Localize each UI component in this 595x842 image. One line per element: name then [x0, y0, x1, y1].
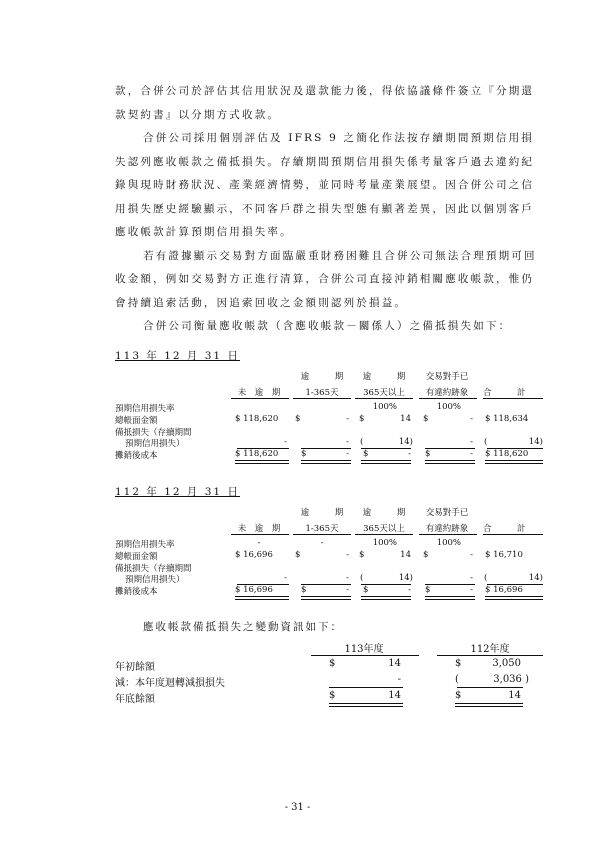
header-overdue-b: 逾 期 — [362, 372, 406, 382]
net-1-365: - — [346, 449, 349, 459]
paragraph-1: 款，合併公司於評估其信用狀況及還款能力後，得依協議條件簽立『分期還款契約書』以分期方式收款。 — [115, 85, 535, 121]
gross-default: - — [470, 550, 473, 560]
header-overdue-1-365: 1-365天 — [305, 388, 339, 398]
body-text — [115, 80, 545, 339]
header-overdue-365: 365天以上 — [363, 524, 405, 534]
movement-col-113: 113年度 — [344, 644, 384, 655]
label-allow-1: 備抵損失（存續期間 — [115, 428, 192, 438]
net-1-365: - — [346, 585, 349, 595]
net-d3: $ — [425, 585, 431, 595]
net-d1: $ — [301, 449, 307, 459]
header-default-a: 交易對手已 — [425, 508, 469, 518]
page-number: - 31 - — [284, 802, 311, 813]
allow-365: 14) — [398, 573, 413, 583]
movement-row-reversal: 減：本年度迴轉減損損失 — [115, 678, 225, 689]
rate-365: 100% — [372, 538, 397, 548]
net-default: - — [470, 449, 473, 459]
table-112: 未 逾 期 逾 期 1-365天 逾 期 365天以上 交易對手已 有違約跡象 合 計 預期信用損失率 總帳面金額 備抵損失（存續期間 預期信用損失） 攤銷後成本 - - 100% 100% $ 16,696 $ - $ 14 $ - $ 16,710 - - ( 14) - ( 14) $ 16,696 $ - $ - $ - $ 16,696 — [115, 502, 545, 602]
reversal-112: 3,036 ) — [493, 674, 529, 685]
allow-current: - — [284, 437, 287, 447]
table-113-title: 113 年 12 月 31 日 — [115, 350, 240, 362]
net-total: $ 118,620 — [485, 449, 529, 459]
header-default-b: 有違約跡象 — [425, 524, 469, 534]
rate-default: 100% — [436, 538, 461, 548]
gross-d2: $ — [359, 550, 365, 560]
net-d3: $ — [425, 449, 431, 459]
header-total: 合 計 — [483, 388, 526, 398]
table-112-title: 112 年 12 月 31 日 — [115, 486, 240, 498]
gross-d3: $ — [423, 550, 429, 560]
header-overdue-1-365: 1-365天 — [305, 524, 339, 534]
net-total: $ 16,696 — [485, 585, 523, 595]
net-365: - — [408, 449, 411, 459]
closing-113: 14 — [388, 690, 401, 701]
allow-365: 14) — [398, 437, 413, 447]
closing-dollar-113: $ — [329, 690, 336, 701]
gross-d1: $ — [295, 414, 301, 424]
label-rate: 預期信用損失率 — [115, 404, 175, 414]
paragraph-3: 若有證據顯示交易對方面臨嚴重財務困難且合併公司無法合理預期可回收金額，例如交易對方正進行清算，合併公司直接沖銷相關應收帳款，惟仍會持續追索活動，因追索回收之金額則認列於損益。 — [115, 249, 537, 309]
movement-col-112: 112年度 — [470, 644, 510, 655]
header-overdue-a: 逾 期 — [300, 508, 344, 518]
allow-current: - — [284, 573, 287, 583]
label-allow-2: 預期信用損失） — [125, 439, 185, 449]
allow-total: 14) — [528, 437, 543, 447]
reversal-113: - — [397, 674, 401, 685]
gross-total: $ 118,634 — [485, 414, 529, 424]
rate-365: 100% — [372, 402, 397, 412]
allow-1-365: - — [346, 437, 349, 447]
gross-365: 14 — [400, 550, 411, 560]
opening-dollar-113: $ — [329, 658, 336, 669]
paragraph-2: 合併公司採用個別評估及 IFRS 9 之簡化作法按存續期間預期信用損失認列應收帳款之備抵損失。存續期間預期信用損失係考量客戶過去違約紀錄與現時財務狀況、產業經濟情勢，並同時考量產業展望。因合併公司之信用損失歷史經驗顯示，不同客戶群之損失型態有顯著差異，因此以個別客戶應收帳款計算預期信用損失率。 — [115, 132, 535, 238]
rate-1-365: - — [320, 538, 324, 548]
net-d2: $ — [363, 449, 369, 459]
movement-table — [115, 640, 545, 710]
allow-1-365: - — [346, 573, 349, 583]
rate-default: 100% — [436, 402, 461, 412]
paragraph-4: 合併公司衡量應收帳款（含應收帳款－關係人）之備抵損失如下： — [143, 320, 512, 332]
header-default-b: 有違約跡象 — [425, 388, 469, 398]
movement-intro: 應收帳款備抵損失之變動資訊如下： — [143, 621, 343, 633]
header-total: 合 計 — [483, 524, 526, 534]
reversal-paren-112: ( — [455, 674, 459, 685]
label-net: 攤銷後成本 — [115, 587, 158, 597]
label-gross: 總帳面金額 — [115, 416, 158, 426]
net-365: - — [408, 585, 411, 595]
opening-112: 3,050 — [492, 658, 521, 669]
net-current: $ 16,696 — [235, 585, 273, 595]
header-overdue-365: 365天以上 — [363, 388, 405, 398]
label-allow-2: 預期信用損失） — [125, 575, 185, 585]
header-not-overdue: 未 逾 期 — [237, 388, 281, 398]
label-gross: 總帳面金額 — [115, 552, 158, 562]
closing-112: 14 — [508, 690, 521, 701]
net-d1: $ — [301, 585, 307, 595]
gross-default: - — [470, 414, 473, 424]
header-overdue-a: 逾 期 — [300, 372, 344, 382]
net-default: - — [470, 585, 473, 595]
header-overdue-b: 逾 期 — [362, 508, 406, 518]
gross-d1: $ — [295, 550, 301, 560]
header-default-a: 交易對手已 — [425, 372, 469, 382]
allow-default: - — [470, 437, 473, 447]
header-not-overdue: 未 逾 期 — [237, 524, 281, 534]
allow-default: - — [470, 573, 473, 583]
gross-365: 14 — [400, 414, 411, 424]
gross-1-365: - — [346, 414, 349, 424]
gross-d2: $ — [359, 414, 365, 424]
gross-d3: $ — [423, 414, 429, 424]
closing-dollar-112: $ — [455, 690, 462, 701]
net-d2: $ — [363, 585, 369, 595]
gross-1-365: - — [346, 550, 349, 560]
net-current: $ 118,620 — [235, 449, 279, 459]
gross-current: $ 118,620 — [235, 414, 279, 424]
opening-dollar-112: $ — [455, 658, 462, 669]
opening-113: 14 — [388, 658, 401, 669]
movement-row-opening: 年初餘額 — [115, 662, 155, 673]
table-113: 未 逾 期 逾 期 1-365天 逾 期 365天以上 交易對手已 有違約跡象 合 計 預期信用損失率 總帳面金額 備抵損失（存續期間 預期信用損失） 攤銷後成本 100% 100% $ 118,620 $ - $ 14 $ - $ 118,634 - - ( 14) - ( 14) $ 118,620 $ - $ - $ - $ 118,620 — [115, 366, 545, 466]
label-allow-1: 備抵損失（存續期間 — [115, 564, 192, 574]
gross-current: $ 16,696 — [235, 550, 273, 560]
allow-total: 14) — [528, 573, 543, 583]
gross-total: $ 16,710 — [485, 550, 523, 560]
movement-row-closing: 年底餘額 — [115, 694, 155, 705]
rate-current: - — [257, 538, 261, 548]
label-rate: 預期信用損失率 — [115, 540, 175, 550]
label-net: 攤銷後成本 — [115, 451, 158, 461]
